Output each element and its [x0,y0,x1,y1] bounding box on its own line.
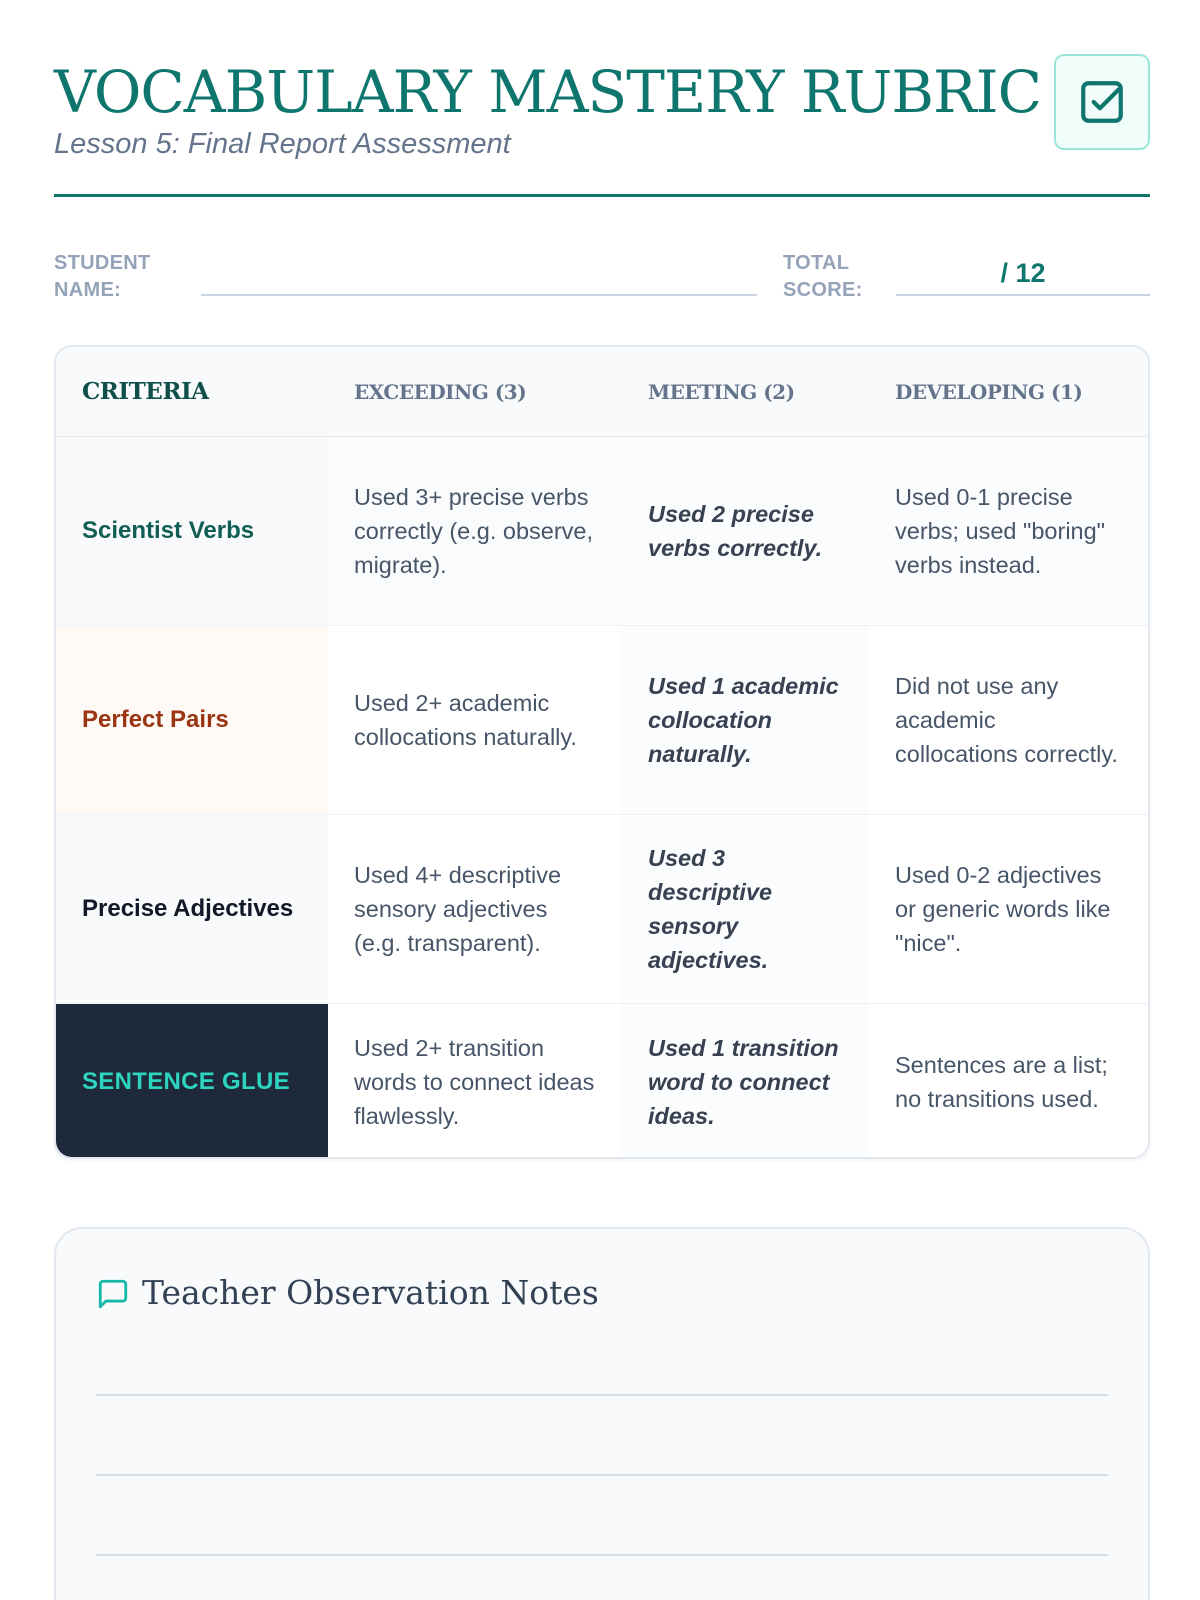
table-header-row [56,347,1148,437]
table-row [56,437,1148,626]
developing-cell: Used 0-1 precise verbs; used "boring" verbs instead. [869,437,1148,625]
exceeding-cell: Used 3+ precise verbs correctly (e.g. observe, migrate). [328,437,622,625]
meeting-cell: Used 1 transition word to connect ideas. [622,1004,869,1159]
criteria-cell: SENTENCE GLUE [56,1004,328,1159]
criteria-cell: Precise Adjectives [56,815,328,1003]
column-header-criteria: CRITERIA [82,377,209,405]
meeting-cell: Used 3 descriptive sensory adjectives. [622,815,869,1003]
total-score-label: TOTAL SCORE: [783,252,863,301]
column-header-developing: DEVELOPING (1) [895,379,1083,404]
developing-cell: Did not use any academic collocations correctly. [869,626,1148,814]
table-row [56,815,1148,1004]
notes-line[interactable] [96,1394,1108,1396]
column-header-exceeding: EXCEEDING (3) [354,379,527,404]
total-score-field[interactable] [896,294,1150,296]
message-square-icon [96,1277,130,1316]
notes-line[interactable] [96,1474,1108,1476]
exceeding-cell: Used 4+ descriptive sensory adjectives (e.g. transparent). [354,862,562,956]
table-row [56,626,1148,815]
student-name-field[interactable] [201,294,757,296]
total-score-value: / 12 [1000,258,1046,288]
notes-title: Teacher Observation Notes [142,1273,599,1312]
teacher-notes-panel [54,1227,1150,1600]
table-row [56,1004,1148,1159]
page-header [54,52,1150,197]
student-info [54,248,1150,308]
notes-line[interactable] [96,1554,1108,1556]
meeting-cell: Used 2 precise verbs correctly. [622,437,869,625]
page-subtitle: Lesson 5: Final Report Assessment [54,128,511,160]
exceeding-cell: Used 2+ transition words to connect ideas flawlessly. [354,1034,595,1129]
page-title: VOCABULARY MASTERY RUBRIC [54,58,1041,126]
student-name-label: STUDENT NAME: [54,252,151,301]
developing-cell: Sentences are a list; no transitions used. [869,1004,1148,1159]
meeting-cell: Used 1 academic collocation naturally. [622,626,869,814]
exceeding-cell: Used 2+ academic collocations naturally. [354,690,577,750]
developing-cell: Used 0-2 adjectives or generic words like "nice". [869,815,1148,1003]
column-header-meeting: MEETING (2) [648,379,795,404]
criteria-cell: Perfect Pairs [56,626,328,814]
check-square-icon [1054,54,1150,150]
rubric-table [54,345,1150,1159]
criteria-cell: Scientist Verbs [56,437,328,625]
